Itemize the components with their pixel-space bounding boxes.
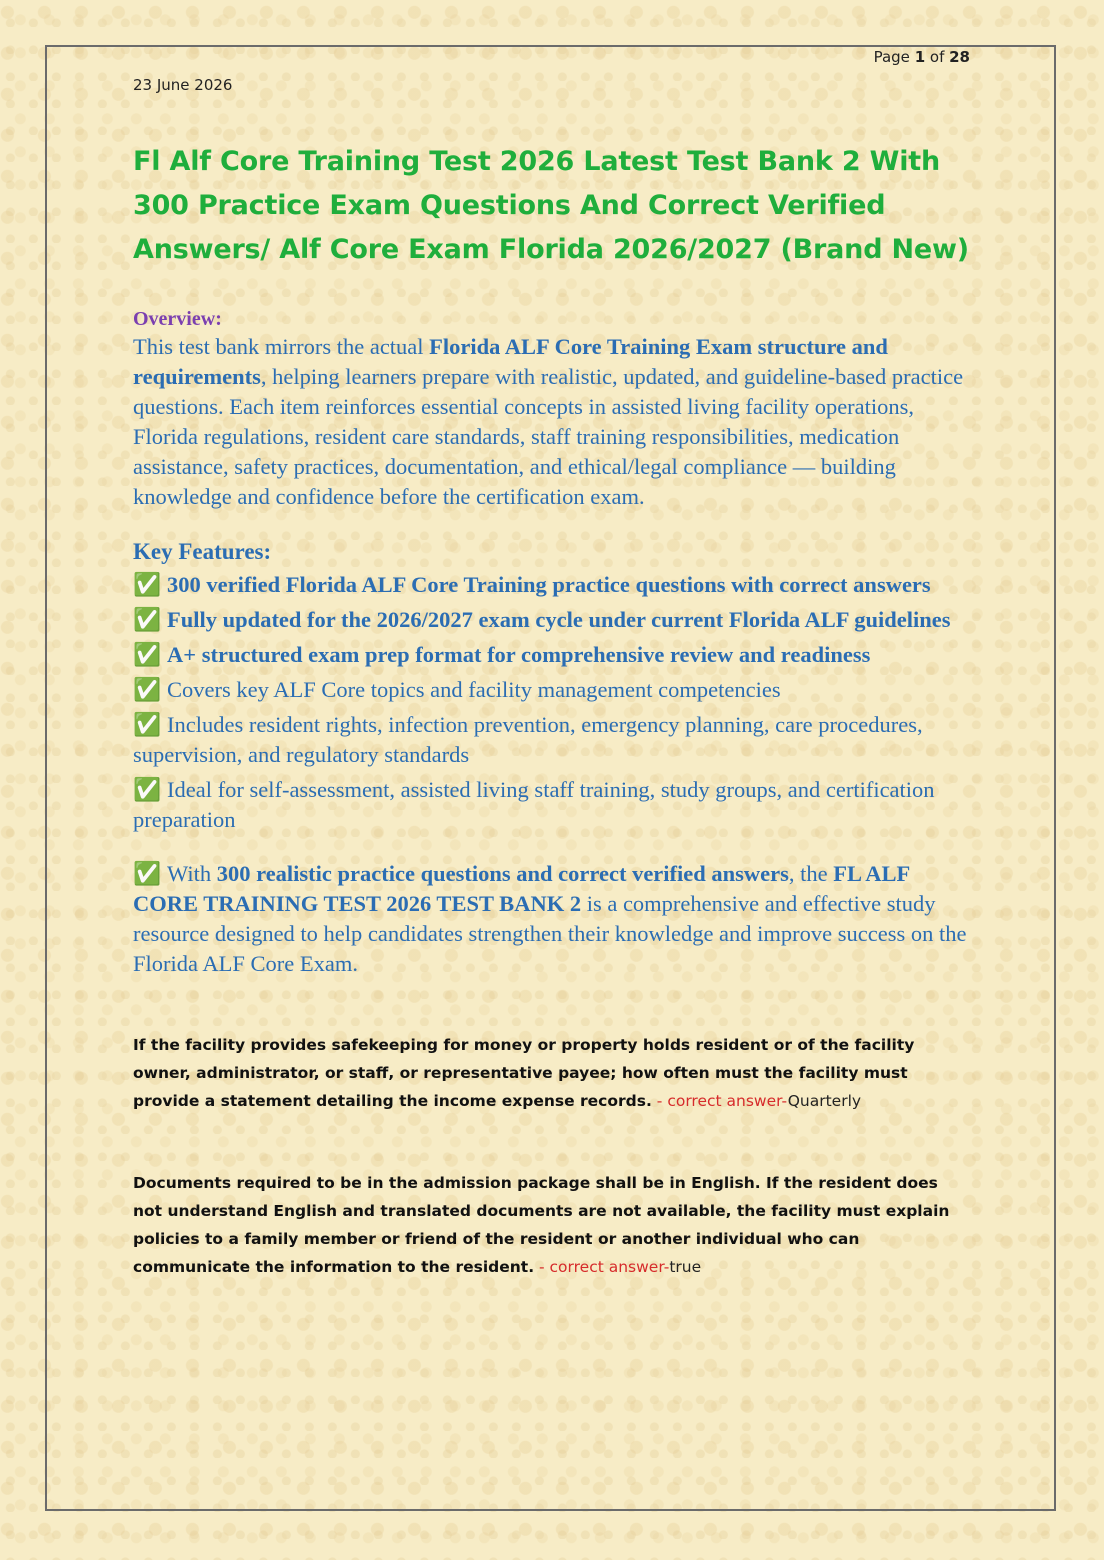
check-icon: ✅ xyxy=(133,642,162,667)
check-icon: ✅ xyxy=(133,677,162,702)
feature-item: ✅ Covers key ALF Core topics and facility management competencies xyxy=(133,677,781,702)
feature-item: ✅ 300 verified Florida ALF Core Training practice questions with correct answers xyxy=(133,572,931,597)
document-date: 23 June 2026 xyxy=(133,76,233,94)
page-label: Page xyxy=(873,48,915,66)
check-icon: ✅ xyxy=(133,572,162,597)
answer-label: correct answer xyxy=(667,1092,782,1110)
page-of-label: of xyxy=(925,48,950,66)
check-icon: ✅ xyxy=(133,607,162,632)
key-features-heading: Key Features: xyxy=(133,539,272,564)
check-icon: ✅ xyxy=(133,712,162,737)
document-body xyxy=(133,140,969,1281)
question-text: If the facility provides safekeeping for money or property holds resident or of the facility owner, administrator, or staff, or representative payee; how often must the facility must provide a statement detailing the income expense records. xyxy=(133,1036,915,1110)
question-text: Documents required to be in the admission package shall be in English. If the resident does not understand English and translated documents are not available, the facility must explain policies to a family member or friend of the resident or another individual who can communicate the information to the resident. xyxy=(133,1174,950,1276)
answer-text: Quarterly xyxy=(787,1092,862,1110)
page-current: 1 xyxy=(914,48,926,66)
answer-label: correct answer xyxy=(549,1258,664,1276)
feature-item: ✅ Includes resident rights, infection prevention, emergency planning, care procedures, supervision, and regulatory standards xyxy=(133,712,923,767)
check-icon: ✅ xyxy=(133,777,162,802)
question-block: Documents required to be in the admission package shall be in English. If the resident does not understand English and translated documents are not available, the facility must explain policies to a family member or friend of the resident or another individual who can communicate the information to the resident. - correct answer-true xyxy=(133,1174,950,1276)
feature-item: ✅ Fully updated for the 2026/2027 exam cycle under current Florida ALF guidelines xyxy=(133,607,951,632)
feature-item: ✅ Ideal for self-assessment, assisted living staff training, study groups, and certification preparation xyxy=(133,777,935,832)
overview-paragraph: This test bank mirrors the actual Florida ALF Core Training Exam structure and requirements, helping learners prepare with realistic, updated, and guideline-based practice questions. Each item reinforces essential concepts in assisted living facility operations, Florida regulations, resident care standards, staff training responsibilities, medication assistance, safety practices, documentation, and ethical/legal compliance — building knowledge and confidence before the certification exam. xyxy=(133,334,964,509)
feature-item: ✅ A+ structured exam prep format for comprehensive review and readiness xyxy=(133,642,871,667)
question-block: If the facility provides safekeeping for money or property holds resident or of the facility owner, administrator, or staff, or representative payee; how often must the facility must provide a statement detailing the income expense records. - correct answer-Quarterly xyxy=(133,1036,915,1110)
closing-paragraph: ✅ With 300 realistic practice questions and correct verified answers, the FL ALF CORE TRAINING TEST 2026 TEST BANK 2 is a comprehensive and effective study resource designed to help candidates strengthen their knowledge and improve success on the Florida ALF Core Exam. xyxy=(133,861,967,976)
overview-heading: Overview: xyxy=(133,308,222,330)
page-number xyxy=(874,48,970,66)
check-icon: ✅ xyxy=(133,861,162,886)
document-title: Fl Alf Core Training Test 2026 Latest Test Bank 2 With 300 Practice Exam Questions And Correct Verified Answers/ Alf Core Exam Florida 2026/2027 (Brand New) xyxy=(133,146,969,265)
page-total: 28 xyxy=(949,48,970,66)
answer-text: true xyxy=(669,1258,702,1276)
